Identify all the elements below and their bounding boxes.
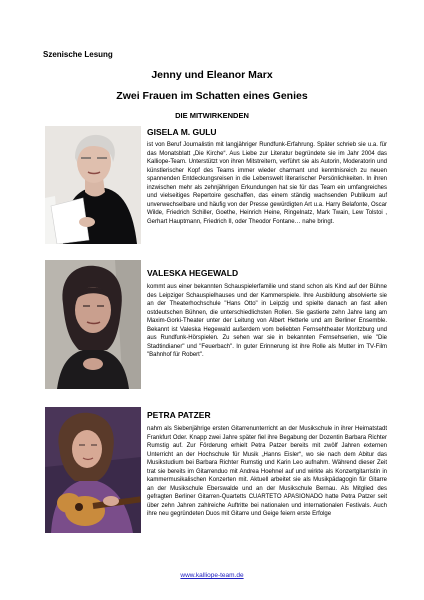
performer-name: VALESKA HEGEWALD <box>147 268 239 278</box>
page-subtitle: Zwei Frauen im Schatten eines Genies <box>116 90 308 102</box>
performer-bio: kommt aus einer bekannten Schauspielerfamilie und stand schon als Kind auf der Bühne des Leipziger Schauspielhauses und der Kammerspiele. Ihre Ausbildung absolvierte sie an der Theaterhochschule "Hans Otto" in Leipzig und spielte danach an fast allen ostdeutschen Bühnen, die unterschiedlichsten Rollen. Sie gastierte zehn Jahre lang am Maxim-Gorki-Theater unter der Leitung von Albert Hetterle und am Berliner Ensemble. Bekannt ist Valeska Hegewald außerdem vom beliebten Fernsehtheater Moritzburg und aus Rundfunk-Hörspielen. Zu sehen war sie in bekannten Fernsehserien, wie "Die Stadtindianer" und "Feuerbach". In guter Erinnerung ist ihre Rolle als Mutter im TV-Film "Bahnhof für Robert". <box>147 284 387 359</box>
performer-bio: ist von Beruf Journalistin mit langjähriger Rundfunk-Erfahrung. Später schrieb sie u.a. für das Monatsblatt „Die Kirche“. Aus Liebe zur Literatur begründete sie im Jahr 2004 das Kalliope-Team. Unterstützt von ihren Mitstreitern, verführt sie als Autorin, Moderatorin und künstlerischer Kopf des Teams immer wieder charmant und kenntnisreich zu neuen spannenden Entdeckungsreisen in die Lebenswelt literarischer Persönlichkeiten. In ihren inzwischen mehr als zehnjährigen Erkundungen hat sie für das Team ein umfangreiches und vielseitiges Repertoire geschaffen, das einem ständig wachsenden Publikum auf unverwechselbare und häufig von der Presse gewürdigten Art u.a. Harry Belafonte, Oscar Wilde, Friedrich Schiller, Goethe, Heinrich Heine, Ringelnatz, Mark Twain, Lew Tolstoi , Gerhart Hauptmann, Friedrich II, oder Theodor Fontane… nahe bringt. <box>147 142 387 225</box>
performer-photo-gulu <box>45 126 141 244</box>
performer-name: GISELA M. GULU <box>147 127 217 137</box>
performer-photo-patzer <box>45 407 141 533</box>
performer-photo-hegewald <box>45 260 141 389</box>
performer-name: PETRA PATZER <box>147 410 211 420</box>
performer-bio: nahm als Siebenjährige ersten Gitarrenunterricht an der Musikschule in ihrer Heimatstadt Frankfurt Oder. Knapp zwei Jahre später fiel ihre Begabung der Dozentin Barbara Richter Rumstig auf. Zur Förderung erhielt Petra Patzer bereits mit zwölf Jahren externen Unterricht an der Hochschule für Musik „Hanns Eisler“, wo sie nach dem Abitur das Musikstudium bei Barbara Richter Rumstig und Karin Leo aufnahm. Während dieser Zeit trat sie bereits im Gitarrenduo mit Andrea Hoehnel auf und wirkte als Konzertgitarristin in kammermusikalischen Konzerten mit. Aktuell arbeitet sie als Musikpädagogin für Gitarre an der Musikschule Eberswalde und an der Musikschule Bernau. Als Mitglied des gefragten Berliner Gitarren-Quartetts CUARTETO APASIONADO hatte Petra Patzer seit über zehn Jahren zahlreiche Auftritte bei nationalen und internationalen Festivals. Auch ihre neu gegründeten Duos mit Gitarre und Geige feiern erste Erfolge <box>147 426 387 518</box>
website-link[interactable]: www.kalliope-team.de <box>180 572 244 579</box>
page-title: Jenny und Eleanor Marx <box>151 69 273 81</box>
section-label: Szenische Lesung <box>43 50 113 59</box>
cast-heading: DIE MITWIRKENDEN <box>175 111 249 120</box>
